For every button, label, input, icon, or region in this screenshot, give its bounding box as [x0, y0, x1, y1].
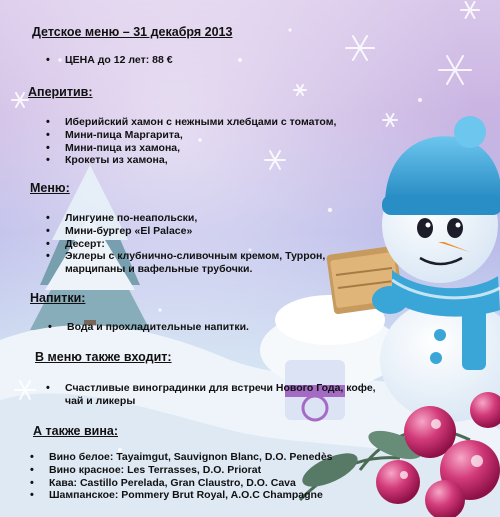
list-item: • Вино белое: Tayaimgut, Sauvignon Blanc, D.O. Penedès: [30, 451, 333, 464]
list-item: • Шампанское: Pommery Brut Royal, A.O.C Champagne: [30, 489, 333, 502]
list-item: • Мини-пица Маргарита,: [46, 129, 336, 142]
list-item: • Мини-бургер «El Palace»: [46, 225, 346, 238]
aperitif-list: [46, 116, 336, 167]
menu-list: [46, 212, 346, 276]
list-item: • Иберийский хамон с нежными хлебцами с томатом,: [46, 116, 336, 129]
section-heading-menu: Меню:: [30, 181, 70, 195]
list-item: • Мини-пица из хамона,: [46, 142, 336, 155]
list-item: • Лингуине по-неапольски,: [46, 212, 346, 225]
section-heading-drinks: Напитки:: [30, 291, 86, 305]
price-item: • ЦЕНА до 12 лет: 88 €: [46, 54, 173, 67]
wines-list: [30, 451, 333, 502]
price-list: [46, 54, 173, 67]
list-item: • Вода и прохладительные напитки.: [48, 321, 249, 334]
section-heading-wines: А также вина:: [33, 424, 118, 438]
page-title: Детское меню – 31 декабря 2013: [32, 25, 233, 39]
section-heading-included: В меню также входит:: [35, 350, 172, 364]
list-item: • Эклеры с клубнично-сливочным кремом, Туррон, марципаны и вафельные трубочки.: [46, 250, 346, 276]
list-item: • Вино красное: Les Terrasses, D.O. Priorat: [30, 464, 333, 477]
included-list: [46, 382, 376, 408]
drinks-list: [48, 321, 249, 334]
list-item: • Крокеты из хамона,: [46, 154, 336, 167]
section-heading-aperitif: Аперитив:: [28, 85, 93, 99]
list-item: • Десерт:: [46, 238, 346, 251]
list-item: • Счастливые виноградинки для встречи Нового Года, кофе, чай и ликеры: [46, 382, 376, 408]
list-item: • Кава: Castillo Perelada, Gran Claustro, D.O. Cava: [30, 477, 333, 490]
